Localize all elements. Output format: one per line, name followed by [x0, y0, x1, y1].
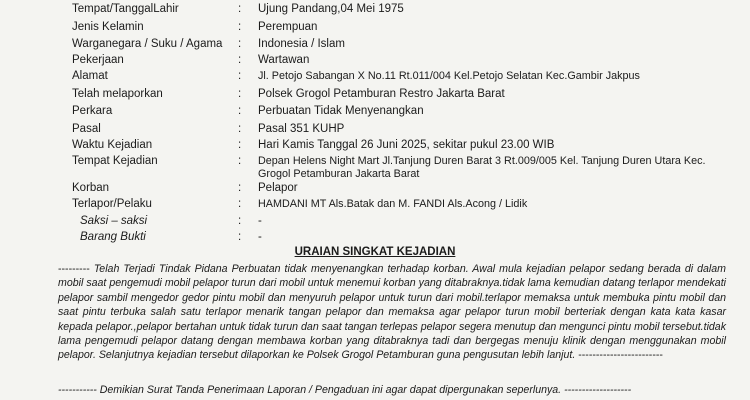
field-value: Hari Kamis Tanggal 26 Juni 2025, sekitar pukul 23.00 WIB	[258, 139, 555, 151]
section-title: URAIAN SINGKAT KEJADIAN	[294, 246, 456, 258]
field-label: Barang Bukti	[80, 231, 146, 243]
closing-statement	[58, 384, 738, 396]
field-colon: :	[238, 21, 242, 33]
field-value: -	[258, 215, 262, 227]
field-colon: :	[238, 231, 242, 243]
field-label: Pekerjaan	[72, 54, 124, 66]
field-value: Depan Helens Night Mart Jl.Tanjung Duren Barat 3 Rt.009/005 Kel. Tanjung Duren Utara Kec. Grogol Petamburan Jakarta Barat	[258, 155, 706, 180]
field-value: Pasal 351 KUHP	[258, 123, 345, 135]
field-colon: :	[238, 139, 242, 151]
field-value: Perbuatan Tidak Menyenangkan	[258, 105, 424, 117]
field-value: Polsek Grogol Petamburan Restro Jakarta Barat	[258, 88, 505, 100]
field-value: Perempuan	[258, 21, 318, 33]
field-value: Jl. Petojo Sabangan X No.11 Rt.011/004 Kel.Petojo Selatan Kec.Gambir Jakpus	[258, 70, 640, 82]
field-colon: :	[238, 88, 242, 100]
field-colon: :	[238, 155, 242, 167]
narrative-trail-dashes: ------------------------	[578, 349, 663, 362]
field-label: Terlapor/Pelaku	[72, 198, 152, 210]
narrative-text: Telah Terjadi Tindak Pidana Perbuatan tidak menyenangkan terhadap korban. Awal mula kejadian pelapor sedang berada di dalam mobil saat pengemudi mobil pelapor turun dari mobil untuk menemui korban yang ditabraknya.tidak lama kemudian datang terlapor mendekati pelapor sambil mengedor gedor pintu mobil dan menyuruh pelapor untuk turun dari mobil.terlapor memaksa untuk membuka pintu mobil dan saat pintu terbuka salah satu terlapor menarik tangan pelapor dan memaksa agar pelapor turun mobil berteriak dengan kata kata kasar kepada pelapor.,pelapor bertahan untuk tidak turun dan saat tangan terlepas pelapor segera menutup dan mengunci pintu mobil tersebut.tidak lama pengemudi pelapor datang dengan membawa korban yang ditabraknya tadi dan bergegas menuju klinik dengan menggunakan mobil pelapor. Selanjutnya kejadian tersebut dilaporkan ke Polsek Grogol Petamburan guna pengusutan lebih lanjut.	[58, 263, 726, 362]
field-colon: :	[238, 182, 242, 194]
field-label: Waktu Kejadian	[72, 139, 153, 151]
field-colon: :	[238, 38, 242, 50]
incident-narrative	[58, 262, 726, 363]
field-label: Jenis Kelamin	[72, 21, 144, 33]
field-value: HAMDANI MT Als.Batak dan M. FANDI Als.Acong / Lidik	[258, 198, 528, 210]
field-label: Tempat/TanggalLahir	[72, 3, 179, 15]
field-label: Korban	[72, 182, 110, 194]
closing-trail-dashes: -------------------	[564, 384, 632, 396]
field-label: Telah melaporkan	[72, 88, 163, 100]
field-label: Pasal	[72, 123, 101, 135]
field-label: Tempat Kejadian	[72, 155, 158, 167]
closing-lead-dashes: -----------	[58, 384, 97, 396]
field-colon: :	[238, 3, 242, 15]
field-colon: :	[238, 54, 242, 66]
field-label: Warganegara / Suku / Agama	[72, 38, 223, 50]
field-label: Perkara	[72, 105, 113, 117]
field-value: -	[258, 231, 262, 243]
field-label: Alamat	[72, 70, 108, 82]
field-colon: :	[238, 215, 242, 227]
field-value: Wartawan	[258, 54, 310, 66]
field-value: Indonesia / Islam	[258, 38, 345, 50]
field-label: Saksi – saksi	[80, 215, 148, 227]
narrative-lead-dashes: ---------	[58, 263, 90, 275]
field-colon: :	[238, 198, 242, 210]
field-colon: :	[238, 123, 242, 135]
field-colon: :	[238, 70, 242, 82]
field-value: Pelapor	[258, 182, 298, 194]
closing-text: Demikian Surat Tanda Penerimaan Laporan / Pengaduan ini agar dapat dipergunakan seperlunya.	[99, 384, 562, 396]
field-colon: :	[238, 105, 242, 117]
field-value: Ujung Pandang,04 Mei 1975	[258, 3, 404, 15]
